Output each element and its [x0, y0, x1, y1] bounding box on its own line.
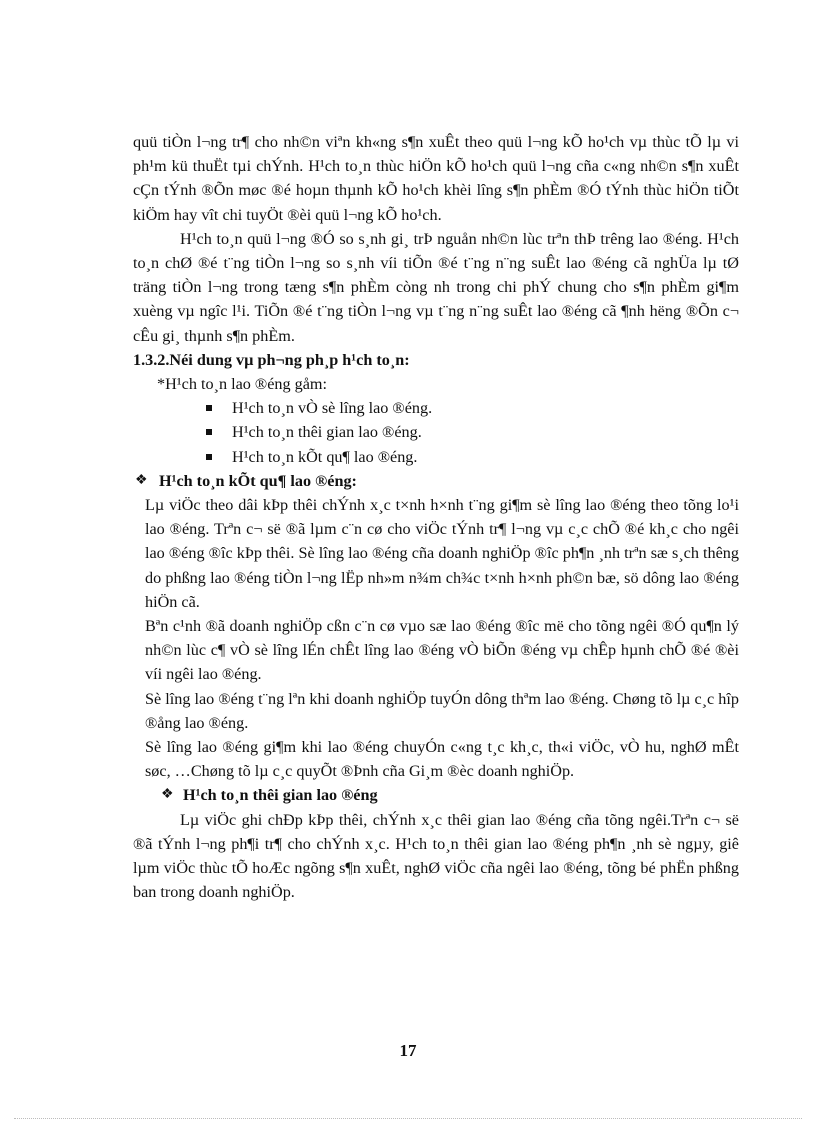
paragraph-hach-toan-quy-luong: H¹ch to¸n quü l¬ng ®Ó so s¸nh gi¸ trÞ nguån nh©n lùc trªn thÞ trêng lao ®éng. H¹ch to¸n chØ ®é t¨ng tiÒn l¬ng so s¸nh víi tiÕn ®é t¨ng n¨ng suÊt lao ®éng cã nghÜa lµ tØ träng tiÒn l¬ng trong tæng s¶n phÈm còng nh trong chi phÝ chung cho s¶n phÈm gi¶m xuèng vµ ngîc l¹i. TiÕn ®é t¨ng tiÒn l¬ng vµ t¨ng n¨ng suÊt lao ®éng cã ¶nh hëng ®Õn c¬ cÊu gi¸ thµnh s¶n phÈm. — [133, 229, 739, 345]
page-number: 17 — [399, 1041, 417, 1060]
subsection-heading-text: H¹ch to¸n thêi gian lao ®éng — [183, 786, 378, 805]
diamond-bullet-icon: ❖ — [135, 472, 148, 488]
square-bullet-icon — [206, 405, 212, 411]
subsection-heading-text: H¹ch to¸n kÕt qu¶ lao ®éng: — [159, 471, 357, 490]
square-bullet-icon — [206, 454, 212, 460]
paragraph: Bªn c¹nh ®ã doanh nghiÖp cßn c¨n cø vµo sæ lao ®éng ®îc më cho tõng ngêi ®Ó qu¶n lý nh©n lùc c¶ vÒ sè lîng lÉn chÊt lîng lao ®éng vÒ biÕn ®éng vµ chÊp hµnh chÕ ®é ®èi víi ngêi lao ®éng. — [145, 617, 739, 684]
list-item — [206, 420, 739, 444]
subsection-heading-ket-qua — [133, 469, 739, 493]
paragraph-thoi-gian: Lµ viÖc ghi chÐp kÞp thêi, chÝnh x¸c thêi gian lao ®éng cña tõng ngêi.Trªn c¬ së ®ã tÝnh l¬ng ph¶i tr¶ cho chÝnh x¸c. H¹ch to¸n thêi gian lao ®éng ph¶n ¸nh sè ngµy, giê lµm viÖc thùc tÕ hoÆc ngõng s¶n xuÊt, nghØ viÖc cña ngêi lao ®éng, tõng bé phËn phßng ban trong doanh nghiÖp. — [133, 810, 739, 902]
page-bottom-divider — [14, 1118, 802, 1119]
section-intro: *H¹ch to¸n lao ®éng gåm: — [157, 375, 327, 394]
paragraph: Lµ viÖc theo dâi kÞp thêi chÝnh x¸c t×nh h×nh t¨ng gi¶m sè lîng lao ®éng theo tõng lo¹i lao ®éng. Trªn c¬ së ®ã lµm c¨n cø cho viÖc tÝnh tr¶ l¬ng vµ c¸c chÕ ®é kh¸c cho ngêi lao ®éng ®îc kÞp thêi. Sè lîng lao ®éng cña doanh nghiÖp ®îc ph¶n ¸nh trªn sæ s¸ch thêng do phßng lao ®éng tiÒn l¬ng lËp nh»m n¾m ch¾c t×nh h×nh ph©n bæ, sö dông lao ®éng hiÖn cã. — [145, 496, 739, 611]
list-item — [206, 396, 739, 420]
subsection-body-ket-qua — [133, 493, 739, 783]
paragraph: Sè lîng lao ®éng gi¶m khi lao ®éng chuyÓn c«ng t¸c kh¸c, th«i viÖc, vÒ hu, nghØ mÊt søc, …Chøng tõ lµ c¸c quyÕt ®Þnh cña Gi¸m ®èc doanh nghiÖp. — [145, 738, 739, 781]
list-item-text: H¹ch to¸n kÕt qu¶ lao ®éng. — [232, 447, 418, 466]
paragraph-quy-luong: quü tiÒn l¬ng tr¶ cho nh©n viªn kh«ng s¶n xuÊt theo quü l¬ng kÕ ho¹ch vµ thùc tÕ lµ vi ph¹m kü thuËt tµi chÝnh. H¹ch to¸n thùc hiÖn kÕ ho¹ch quü l¬ng cña c«ng nh©n s¶n xuÊt cÇn tÝnh ®Õn møc ®é hoµn thµnh kÕ ho¹ch khèi lîng s¶n phÈm ®Ó tÝnh thùc hiÖn tiÕt kiÖm hay vît chi tuyÖt ®èi quü l¬ng kÕ ho¹ch. — [133, 133, 739, 224]
diamond-bullet-icon: ❖ — [161, 787, 174, 803]
page-content — [133, 130, 739, 905]
subsection-heading-thoi-gian — [133, 783, 739, 807]
section-heading: 1.3.2.Néi dung vµ ph¬ng ph¸p h¹ch to¸n: — [133, 350, 410, 369]
list-item — [206, 445, 739, 469]
list-item-text: H¹ch to¸n vÒ sè lîng lao ®éng. — [232, 399, 433, 418]
square-bullet-icon — [206, 429, 212, 435]
paragraph: Sè lîng lao ®éng t¨ng lªn khi doanh nghiÖp tuyÓn dông thªm lao ®éng. Chøng tõ lµ c¸c hîp ®ång lao ®éng. — [145, 689, 739, 732]
bullet-list — [133, 396, 739, 469]
list-item-text: H¹ch to¸n thêi gian lao ®éng. — [232, 423, 422, 442]
